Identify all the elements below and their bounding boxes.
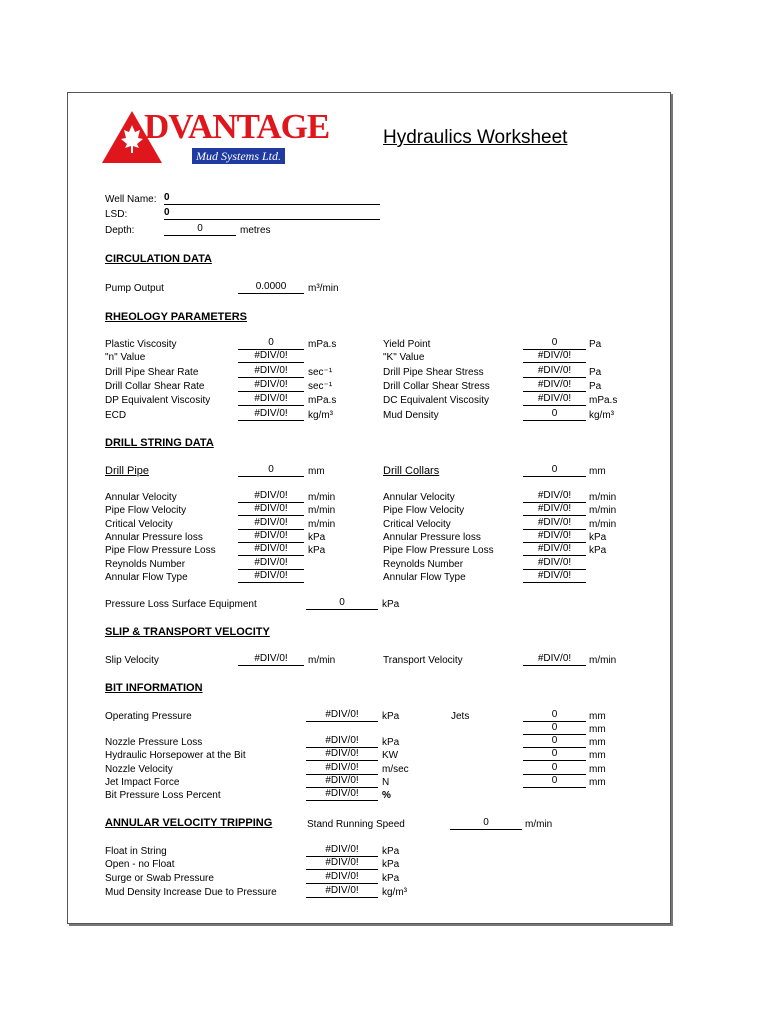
- pump-output-label: Pump Output: [105, 283, 164, 294]
- lsd-label: LSD:: [105, 209, 128, 220]
- drill-pipe-row-label: Annular Pressure loss: [105, 532, 203, 543]
- rheology-right-label: DC Equivalent Viscosity: [383, 395, 489, 406]
- jet-size-field[interactable]: 0: [523, 709, 586, 722]
- drill-pipe-row-field[interactable]: #DIV/0!: [238, 490, 304, 503]
- slip-velocity-unit: m/min: [308, 655, 336, 666]
- logo-tagline: Mud Systems Ltd.: [192, 148, 285, 164]
- drill-pipe-row-field[interactable]: #DIV/0!: [238, 570, 304, 583]
- bit-row-unit: kPa: [382, 737, 400, 748]
- drill-pipe-row-unit: m/min: [308, 505, 336, 516]
- drill-collar-row-label: Critical Velocity: [383, 519, 451, 530]
- drill-pipe-row-label: Pipe Flow Velocity: [105, 505, 187, 516]
- depth-unit: metres: [240, 225, 271, 236]
- rheology-right-unit: Pa: [589, 381, 602, 392]
- drill-pipe-row-label: Annular Flow Type: [105, 572, 188, 583]
- rheology-right-label: Drill Pipe Shear Stress: [383, 367, 484, 378]
- drill-collar-row-unit: m/min: [589, 519, 617, 530]
- drill-collar-row-unit: kPa: [589, 532, 607, 543]
- tripping-row-label: Float in String: [105, 846, 167, 857]
- rheology-left-field[interactable]: #DIV/0!: [238, 365, 304, 378]
- jet-size-field[interactable]: 0: [523, 735, 586, 748]
- bit-row-field[interactable]: #DIV/0!: [306, 735, 378, 748]
- rheology-right-field[interactable]: #DIV/0!: [523, 350, 586, 363]
- bit-row-label: Nozzle Pressure Loss: [105, 737, 203, 748]
- logo-wordmark: DVANTAGE: [144, 107, 330, 146]
- rheology-left-unit: mPa.s: [308, 339, 337, 350]
- rheology-left-unit: sec⁻¹: [308, 381, 333, 392]
- jet-size-unit: mm: [589, 777, 606, 788]
- drill-collar-row-label: Annular Flow Type: [383, 572, 466, 583]
- jet-size-field[interactable]: 0: [523, 775, 586, 788]
- bit-row-unit: %: [382, 790, 391, 801]
- rheology-right-label: Mud Density: [383, 410, 439, 421]
- page-title: Hydraulics Worksheet: [383, 127, 568, 148]
- rheology-right-unit: kg/m³: [589, 410, 614, 421]
- rheology-left-field[interactable]: #DIV/0!: [238, 350, 304, 363]
- rheology-right-field[interactable]: #DIV/0!: [523, 365, 586, 378]
- drill-collar-row-label: Reynolds Number: [383, 559, 464, 570]
- drill-collar-row-label: Pipe Flow Pressure Loss: [383, 545, 494, 556]
- rheology-left-unit: sec⁻¹: [308, 367, 333, 378]
- drill-pipe-field[interactable]: 0: [238, 464, 304, 477]
- rheology-right-field[interactable]: #DIV/0!: [523, 379, 586, 392]
- rheology-right-label: Drill Collar Shear Stress: [383, 381, 490, 392]
- bit-row-field[interactable]: #DIV/0!: [306, 775, 378, 788]
- drill-pipe-row-label: Critical Velocity: [105, 519, 173, 530]
- bit-row-unit: m/sec: [382, 764, 409, 775]
- bit-row-unit: N: [382, 777, 390, 788]
- bit-row-label: Hydraulic Horsepower at the Bit: [105, 750, 246, 761]
- bit-row-label: Jet Impact Force: [105, 777, 180, 788]
- drill-collar-row-label: Annular Pressure loss: [383, 532, 481, 543]
- jet-size-unit: mm: [589, 724, 606, 735]
- rheology-heading: RHEOLOGY PARAMETERS: [105, 311, 247, 323]
- drill-pipe-label: Drill Pipe: [105, 465, 150, 477]
- bit-row-unit: KW: [382, 750, 399, 761]
- depth-field[interactable]: 0: [164, 223, 236, 236]
- tripping-row-unit: kPa: [382, 859, 400, 870]
- rheology-left-label: Plastic Viscosity: [105, 339, 177, 350]
- pump-output-field[interactable]: 0.0000: [238, 281, 304, 294]
- rheology-left-label: Drill Pipe Shear Rate: [105, 367, 199, 378]
- drill-pipe-row-label: Annular Velocity: [105, 492, 177, 503]
- stand-speed-unit: m/min: [525, 819, 553, 830]
- stand-speed-field[interactable]: 0: [450, 817, 522, 830]
- jet-size-unit: mm: [589, 711, 606, 722]
- pump-output-unit: m³/min: [308, 283, 339, 294]
- drill-pipe-row-label: Reynolds Number: [105, 559, 186, 570]
- jet-size-field[interactable]: 0: [523, 722, 586, 735]
- bit-heading: BIT INFORMATION: [105, 682, 203, 694]
- bit-row-label: Nozzle Velocity: [105, 764, 173, 775]
- transport-velocity-label: Transport Velocity: [383, 655, 463, 666]
- rheology-right-label: "K" Value: [383, 352, 425, 363]
- drill-collar-row-unit: m/min: [589, 492, 617, 503]
- rheology-right-field[interactable]: #DIV/0!: [523, 393, 586, 406]
- transport-velocity-field[interactable]: #DIV/0!: [523, 653, 586, 666]
- rheology-left-field[interactable]: #DIV/0!: [238, 408, 304, 421]
- jet-size-field[interactable]: 0: [523, 762, 586, 775]
- drill-collar-row-unit: kPa: [589, 545, 607, 556]
- slip-velocity-label: Slip Velocity: [105, 655, 159, 666]
- stand-speed-label: Stand Running Speed: [307, 819, 405, 830]
- drill-collar-row-field[interactable]: #DIV/0!: [523, 517, 586, 530]
- circulation-heading: CIRCULATION DATA: [105, 253, 212, 265]
- rheology-right-unit: mPa.s: [589, 395, 618, 406]
- drill-pipe-row-unit: kPa: [308, 545, 326, 556]
- rheology-left-unit: mPa.s: [308, 395, 337, 406]
- rheology-left-unit: kg/m³: [308, 410, 333, 421]
- tripping-row-unit: kPa: [382, 873, 400, 884]
- jet-size-unit: mm: [589, 737, 606, 748]
- tripping-heading: ANNULAR VELOCITY TRIPPING: [105, 817, 273, 829]
- slip-velocity-field[interactable]: #DIV/0!: [238, 653, 304, 666]
- tripping-row-label: Surge or Swab Pressure: [105, 873, 214, 884]
- bit-row-field[interactable]: #DIV/0!: [306, 788, 378, 801]
- rheology-left-label: Drill Collar Shear Rate: [105, 381, 205, 392]
- tripping-row-field[interactable]: #DIV/0!: [306, 844, 378, 857]
- bit-row-field[interactable]: #DIV/0!: [306, 748, 378, 761]
- drill-pipe-row-label: Pipe Flow Pressure Loss: [105, 545, 216, 556]
- surface-equipment-unit: kPa: [382, 599, 400, 610]
- rheology-right-unit: Pa: [589, 339, 602, 350]
- lsd-field[interactable]: 0: [164, 207, 380, 220]
- drill-collar-row-label: Pipe Flow Velocity: [383, 505, 465, 516]
- depth-label: Depth:: [105, 225, 135, 236]
- bit-row-label: Operating Pressure: [105, 711, 192, 722]
- jet-size-field[interactable]: 0: [523, 748, 586, 761]
- well-name-field[interactable]: 0: [164, 192, 380, 205]
- drill-collar-row-field[interactable]: #DIV/0!: [523, 503, 586, 516]
- drill-pipe-row-field[interactable]: #DIV/0!: [238, 530, 304, 543]
- drill-collars-unit: mm: [589, 466, 606, 477]
- drill-collar-row-field[interactable]: #DIV/0!: [523, 490, 586, 503]
- tripping-row-field[interactable]: #DIV/0!: [306, 857, 378, 870]
- rheology-left-field[interactable]: #DIV/0!: [238, 393, 304, 406]
- drill-collar-row-field[interactable]: #DIV/0!: [523, 530, 586, 543]
- drill-string-heading: DRILL STRING DATA: [105, 437, 214, 449]
- tripping-row-label: Open - no Float: [105, 859, 175, 870]
- surface-equipment-label: Pressure Loss Surface Equipment: [105, 599, 257, 610]
- company-logo: [102, 107, 330, 167]
- drill-pipe-row-field[interactable]: #DIV/0!: [238, 543, 304, 556]
- drill-collar-row-field[interactable]: #DIV/0!: [523, 570, 586, 583]
- drill-collar-row-label: Annular Velocity: [383, 492, 455, 503]
- tripping-row-label: Mud Density Increase Due to Pressure: [105, 887, 277, 898]
- drill-collar-row-field[interactable]: #DIV/0!: [523, 557, 586, 570]
- slip-heading: SLIP & TRANSPORT VELOCITY: [105, 626, 270, 638]
- bit-row-field[interactable]: #DIV/0!: [306, 762, 378, 775]
- bit-row-field[interactable]: #DIV/0!: [306, 709, 378, 722]
- rheology-right-unit: Pa: [589, 367, 602, 378]
- bit-row-label: Bit Pressure Loss Percent: [105, 790, 221, 801]
- drill-pipe-row-field[interactable]: #DIV/0!: [238, 503, 304, 516]
- drill-pipe-unit: mm: [308, 466, 325, 477]
- jets-label: Jets: [451, 711, 470, 722]
- bit-row-unit: kPa: [382, 711, 400, 722]
- rheology-left-label: "n" Value: [105, 352, 146, 363]
- rheology-right-field[interactable]: 0: [523, 337, 586, 350]
- drill-pipe-row-field[interactable]: #DIV/0!: [238, 557, 304, 570]
- drill-pipe-row-unit: m/min: [308, 519, 336, 530]
- rheology-left-field[interactable]: #DIV/0!: [238, 379, 304, 392]
- drill-collar-row-field[interactable]: #DIV/0!: [523, 543, 586, 556]
- tripping-row-field[interactable]: #DIV/0!: [306, 871, 378, 884]
- tripping-row-field[interactable]: #DIV/0!: [306, 885, 378, 898]
- rheology-right-field[interactable]: 0: [523, 408, 586, 421]
- jet-size-unit: mm: [589, 750, 606, 761]
- drill-pipe-row-field[interactable]: #DIV/0!: [238, 517, 304, 530]
- tripping-row-unit: kPa: [382, 846, 400, 857]
- rheology-left-label: DP Equivalent Viscosity: [105, 395, 211, 406]
- tripping-row-unit: kg/m³: [382, 887, 407, 898]
- drill-pipe-row-unit: kPa: [308, 532, 326, 543]
- well-name-label: Well Name:: [105, 194, 157, 205]
- drill-collars-field[interactable]: 0: [523, 464, 586, 477]
- transport-velocity-unit: m/min: [589, 655, 617, 666]
- jet-size-unit: mm: [589, 764, 606, 775]
- rheology-left-field[interactable]: 0: [238, 337, 304, 350]
- surface-equipment-field[interactable]: 0: [306, 597, 378, 610]
- drill-collar-row-unit: m/min: [589, 505, 617, 516]
- worksheet-page: [67, 92, 671, 924]
- drill-collars-label: Drill Collars: [383, 465, 440, 477]
- rheology-right-label: Yield Point: [383, 339, 431, 350]
- rheology-left-label: ECD: [105, 410, 127, 421]
- drill-pipe-row-unit: m/min: [308, 492, 336, 503]
